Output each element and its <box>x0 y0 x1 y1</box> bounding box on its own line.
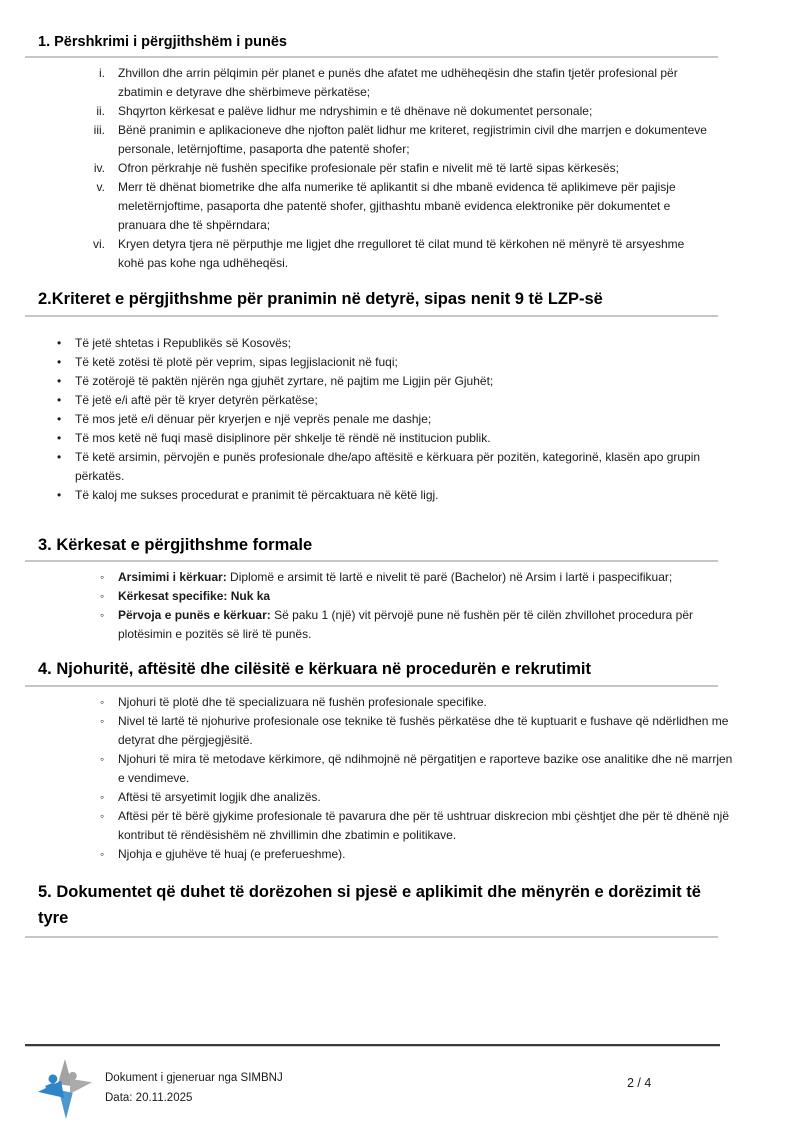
list-item-text: Nivel të lartë të njohurive profesionale ose teknike të fushës përkatëse dhe të kuptuarit e fushave që ndërlidhen me detyrat dhe përgjegjësitë. <box>118 714 729 747</box>
page-number: 2 / 4 <box>627 1076 652 1090</box>
bullet-icon: • <box>57 354 62 369</box>
roman-numeral-marker: i. <box>99 66 105 81</box>
list-item-text: Të ketë arsimin, përvojën e punës profesionale dhe/apo aftësitë e kërkuara për pozitën, kategorinë, klasën apo grupin përkatës. <box>75 449 701 483</box>
list-item-text: Të jetë e/i aftë për të kryer detyrën përkatëse; <box>75 392 318 407</box>
bullet-icon: • <box>57 449 62 464</box>
list-item-text: Ofron përkrahje në fushën specifike profesionale për stafin e nivelit më të lartë sipas kërkesës; <box>118 161 619 176</box>
footer-text <box>105 1068 283 1108</box>
list-item-text: Të jetë shtetas i Republikës së Kosovës; <box>75 335 292 350</box>
circle-bullet-icon: ◦ <box>100 608 105 623</box>
circle-bullet-icon: ◦ <box>100 809 105 823</box>
section-knowledge-skills <box>25 659 765 864</box>
list-item-text: Aftësi të arsyetimit logjik dhe analizës. <box>118 790 321 804</box>
list-item <box>100 712 765 750</box>
list-item <box>100 788 765 807</box>
list-item <box>25 102 765 121</box>
list-item <box>100 693 765 712</box>
list-item-text: Merr të dhënat biometrike dhe alfa numerike të aplikantit si dhe mbanë evidenca të aplikimeve për pajisje meletërnjoftime, pasaporta dhe patentë shofer, gjithashtu mbanë evidenca elektronike për dokumentet e pranuara dhe të shpërndara; <box>118 180 676 233</box>
circle-bullet-icon: ◦ <box>100 752 105 766</box>
roman-numeral-marker: vi. <box>93 237 105 252</box>
section-4-list <box>25 693 765 864</box>
list-item-text: Njohuri të mira të metodave kërkimore, që ndihmojnë në përgatitjen e raporteve bazike ose analitike dhe në marrjen e vendimeve. <box>118 752 733 785</box>
footer-date: Data: 20.11.2025 <box>105 1092 193 1104</box>
list-item-value: Diplomë e arsimit të lartë e nivelit të parë (Bachelor) në Arsim i lartë i paspecifikuar; <box>226 570 673 585</box>
list-item <box>57 353 765 372</box>
circle-bullet-icon: ◦ <box>100 790 105 804</box>
section-1-list <box>25 64 765 273</box>
list-item-text <box>118 606 740 644</box>
section-2-list <box>25 334 765 505</box>
section-2-heading: 2.Kriteret e përgjithshme për pranimin në detyrë, sipas nenit 9 të LZP-së <box>25 289 718 317</box>
circle-bullet-icon: ◦ <box>100 589 105 604</box>
section-formal-requirements <box>25 535 765 645</box>
list-item <box>57 448 765 486</box>
simbnj-logo-icon <box>36 1058 94 1120</box>
section-1-heading: 1. Përshkrimi i përgjithshëm i punës <box>25 33 718 58</box>
section-5-heading: 5. Dokumentet që duhet të dorëzohen si pjesë e aplikimit dhe mënyrën e dorëzimit të tyre <box>25 880 718 938</box>
list-item-text: Njohuri të plotë dhe të specializuara në fushën profesionale specifike. <box>118 695 487 709</box>
list-item <box>57 429 765 448</box>
list-item-text: Kryen detyra tjera në përputhje me ligjet dhe rregulloret të cilat mund të kërkohen në mënyrë të arsyeshme kohë pas kohe nga udhëheqësi. <box>118 237 685 271</box>
list-item <box>100 845 765 864</box>
list-item-label: Arsimimi i kërkuar: <box>118 570 227 585</box>
list-item-text: Të ketë zotësi të plotë për veprim, sipas legjislacionit në fuqi; <box>75 354 398 369</box>
list-item-text: Bënë pranimin e aplikacioneve dhe njofton palët lidhur me kriteret, regjistrimin civil dhe marrjen e dokumenteve personale, letërnjoftime, pasaporta dhe patentë shofer; <box>118 123 707 157</box>
section-3-list <box>25 568 765 644</box>
circle-bullet-icon: ◦ <box>100 570 105 585</box>
list-item <box>25 64 765 102</box>
bullet-icon: • <box>57 430 62 445</box>
list-item <box>100 568 765 587</box>
circle-bullet-icon: ◦ <box>100 714 105 728</box>
list-item-text <box>118 587 740 606</box>
section-3-heading: 3. Kërkesat e përgjithshme formale <box>25 535 718 563</box>
bullet-icon: • <box>57 487 62 502</box>
bullet-icon: • <box>57 392 62 407</box>
list-item-text: Të mos jetë e/i dënuar për kryerjen e një veprës penale me dashje; <box>75 411 432 426</box>
list-item-text: Të kaloj me sukses procedurat e pranimit të përcaktuara në këtë ligj. <box>75 487 439 502</box>
list-item <box>57 372 765 391</box>
section-job-description <box>25 33 765 273</box>
list-item <box>100 750 765 788</box>
list-item <box>57 410 765 429</box>
section-documents <box>25 880 765 938</box>
list-item <box>100 587 765 606</box>
roman-numeral-marker: iii. <box>93 123 105 138</box>
list-item <box>25 159 765 178</box>
circle-bullet-icon: ◦ <box>100 847 105 861</box>
roman-numeral-marker: iv. <box>93 161 105 176</box>
roman-numeral-marker: ii. <box>96 104 105 119</box>
list-item <box>57 486 765 505</box>
list-item <box>100 807 765 845</box>
roman-numeral-marker: v. <box>96 180 105 195</box>
list-item-label: Kërkesat specifike: Nuk ka <box>118 589 271 604</box>
list-item <box>100 606 765 644</box>
list-item-text: Të mos ketë në fuqi masë disiplinore për shkelje të rëndë në institucion publik. <box>75 430 491 445</box>
list-item-value: Së paku 1 (një) vit përvojë pune në fushën për të cilën zhvillohet procedura për plotësimin e pozitës së lirë të punës. <box>118 608 694 642</box>
list-item <box>57 334 765 353</box>
list-item <box>25 178 765 235</box>
section-general-criteria <box>25 289 765 505</box>
list-item-text: Aftësi për të bërë gjykime profesionale të pavarura dhe për të ushtruar diskrecion mbi çështjet dhe për të dhënë një kontribut të rëndësishëm në zhvillimin dhe zbatimin e politikave. <box>118 809 730 842</box>
bullet-icon: • <box>57 411 62 426</box>
list-item <box>57 391 765 410</box>
circle-bullet-icon: ◦ <box>100 695 105 709</box>
bullet-icon: • <box>57 335 62 350</box>
list-item-label: Përvoja e punës e kërkuar: <box>118 608 271 623</box>
footer-divider <box>25 1044 720 1046</box>
list-item-text <box>118 568 740 587</box>
list-item-text: Njohja e gjuhëve të huaj (e preferueshme). <box>118 847 346 861</box>
list-item <box>25 235 765 273</box>
section-4-heading: 4. Njohuritë, aftësitë dhe cilësitë e kërkuara në procedurën e rekrutimit <box>25 659 718 687</box>
list-item-text: Shqyrton kërkesat e palëve lidhur me ndryshimin e të dhënave në dokumentet personale; <box>118 104 593 119</box>
list-item <box>25 121 765 159</box>
document-content <box>25 0 765 938</box>
list-item-text: Zhvillon dhe arrin pëlqimin për planet e punës dhe afatet me udhëheqësin dhe stafin tjetër profesional për zbatimin e detyrave dhe shërbimeve përkatëse; <box>118 66 678 100</box>
list-item-text: Të zotërojë të paktën njërën nga gjuhët zyrtare, në pajtim me Ligjin për Gjuhët; <box>75 373 494 388</box>
bullet-icon: • <box>57 373 62 388</box>
footer-generated-by: Dokument i gjeneruar nga SIMBNJ <box>105 1072 283 1084</box>
